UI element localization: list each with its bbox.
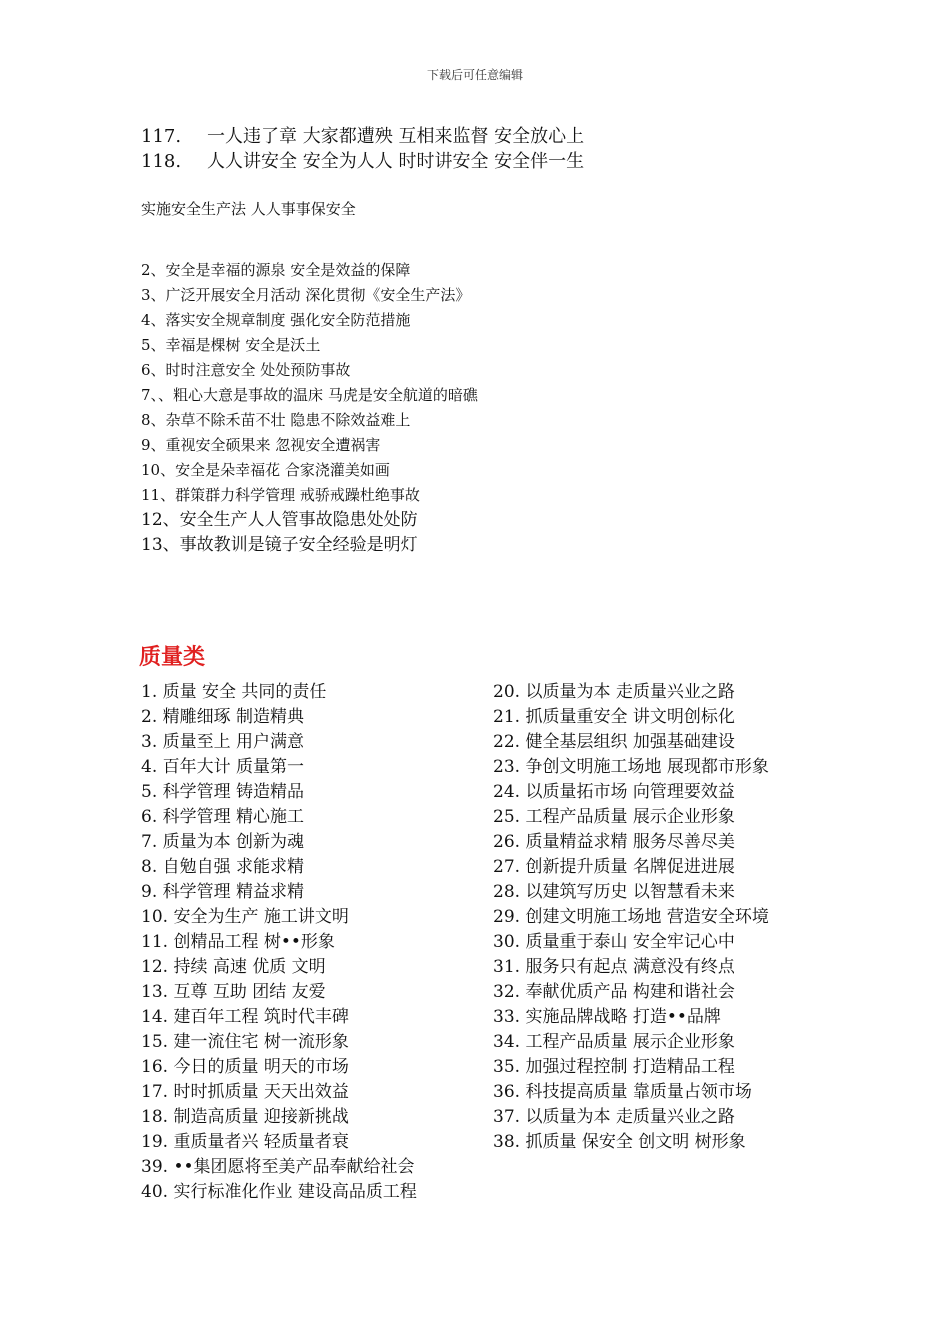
list-item: 34. 工程产品质量 展示企业形象: [493, 1032, 735, 1052]
list-item: 14. 建百年工程 筑时代丰碑: [141, 1007, 349, 1027]
list-item: 29. 创建文明施工场地 营造安全环境: [493, 907, 769, 927]
list-item: 21. 抓质量重安全 讲文明创标化: [493, 707, 735, 727]
list-item: 5、幸福是棵树 安全是沃土: [141, 336, 321, 354]
list-item: 13. 互尊 互助 团结 友爱: [141, 982, 326, 1002]
list-item: 22. 健全基层组织 加强基础建设: [493, 732, 735, 752]
list-item: 20. 以质量为本 走质量兴业之路: [493, 682, 735, 702]
quality-list-left: [141, 680, 417, 1205]
slogan-number: 118.: [141, 151, 182, 172]
list-item: 10、安全是朵幸福花 合家浇灌美如画: [141, 461, 390, 479]
list-item: 30. 质量重于泰山 安全牢记心中: [493, 932, 735, 952]
list-item: 36. 科技提高质量 靠质量占领市场: [493, 1082, 752, 1102]
page-header: 下载后可任意编辑: [426, 68, 523, 82]
list-item: 5. 科学管理 铸造精品: [141, 782, 305, 802]
list-item: 28. 以建筑写历史 以智慧看未来: [493, 882, 735, 902]
list-item: 17. 时时抓质量 天天出效益: [141, 1082, 349, 1102]
list-item: 13、事故教训是镜子安全经验是明灯: [141, 535, 418, 555]
list-item: 3. 质量至上 用户满意: [141, 732, 305, 752]
list-item: 27. 创新提升质量 名牌促进进展: [493, 857, 735, 877]
list-item: 23. 争创文明施工场地 展现都市形象: [493, 757, 769, 777]
list-item: 35. 加强过程控制 打造精品工程: [493, 1057, 735, 1077]
intro-line: 实施安全生产法 人人事事保安全: [141, 200, 356, 218]
list-item: 6. 科学管理 精心施工: [141, 807, 305, 827]
list-item: 4. 百年大计 质量第一: [141, 757, 305, 777]
list-item: 8、杂草不除禾苗不壮 隐患不除效益难上: [141, 411, 411, 429]
slogan-row: [141, 124, 584, 149]
list-item: 33. 实施品牌战略 打造••品牌: [493, 1007, 721, 1027]
list-item: 38. 抓质量 保安全 创文明 树形象: [493, 1132, 746, 1152]
list-item: 10. 安全为生产 施工讲文明: [141, 907, 349, 927]
list-item: 8. 自勉自强 求能求精: [141, 857, 305, 877]
list-item: 16. 今日的质量 明天的市场: [141, 1057, 349, 1077]
list-item: 7. 质量为本 创新为魂: [141, 832, 305, 852]
slogan-row: [141, 149, 584, 174]
section-title: 质量类: [139, 645, 206, 670]
list-item: 2. 精雕细琢 制造精典: [141, 707, 305, 727]
slogans-top: [141, 124, 584, 174]
list-item: 11、群策群力科学管理 戒骄戒躁杜绝事故: [141, 486, 420, 504]
safety-list: [141, 258, 478, 558]
list-item: 9、重视安全硕果来 忽视安全遭祸害: [141, 436, 381, 454]
list-item: 15. 建一流住宅 树一流形象: [141, 1032, 349, 1052]
list-item: 1. 质量 安全 共同的责任: [141, 682, 327, 702]
list-item: 7、、粗心大意是事故的温床 马虎是安全航道的暗礁: [141, 386, 478, 404]
list-item: 26. 质量精益求精 服务尽善尽美: [493, 832, 735, 852]
list-item: 4、落实安全规章制度 强化安全防范措施: [141, 311, 411, 329]
list-item: 37. 以质量为本 走质量兴业之路: [493, 1107, 735, 1127]
list-item: 6、时时注意安全 处处预防事故: [141, 361, 351, 379]
list-item: 40. 实行标准化作业 建设高品质工程: [141, 1182, 417, 1202]
quality-list-right: [493, 680, 769, 1155]
list-item: 11. 创精品工程 树••形象: [141, 932, 335, 952]
list-item: 2、安全是幸福的源泉 安全是效益的保障: [141, 261, 411, 279]
list-item: 3、广泛开展安全月活动 深化贯彻《安全生产法》: [141, 286, 471, 304]
list-item: 18. 制造高质量 迎接新挑战: [141, 1107, 349, 1127]
list-item: 31. 服务只有起点 满意没有终点: [493, 957, 735, 977]
list-item: 19. 重质量者兴 轻质量者衰: [141, 1132, 349, 1152]
slogan-text: 人人讲安全 安全为人人 时时讲安全 安全伴一生: [207, 151, 585, 172]
list-item: 12. 持续 高速 优质 文明: [141, 957, 326, 977]
list-item: 39. ••集团愿将至美产品奉献给社会: [141, 1157, 415, 1177]
list-item: 9. 科学管理 精益求精: [141, 882, 305, 902]
slogan-number: 117.: [141, 126, 182, 147]
list-item: 12、安全生产人人管事故隐患处处防: [141, 510, 418, 530]
list-item: 24. 以质量拓市场 向管理要效益: [493, 782, 735, 802]
list-item: 25. 工程产品质量 展示企业形象: [493, 807, 735, 827]
slogan-text: 一人违了章 大家都遭殃 互相来监督 安全放心上: [207, 126, 585, 147]
list-item: 32. 奉献优质产品 构建和谐社会: [493, 982, 735, 1002]
